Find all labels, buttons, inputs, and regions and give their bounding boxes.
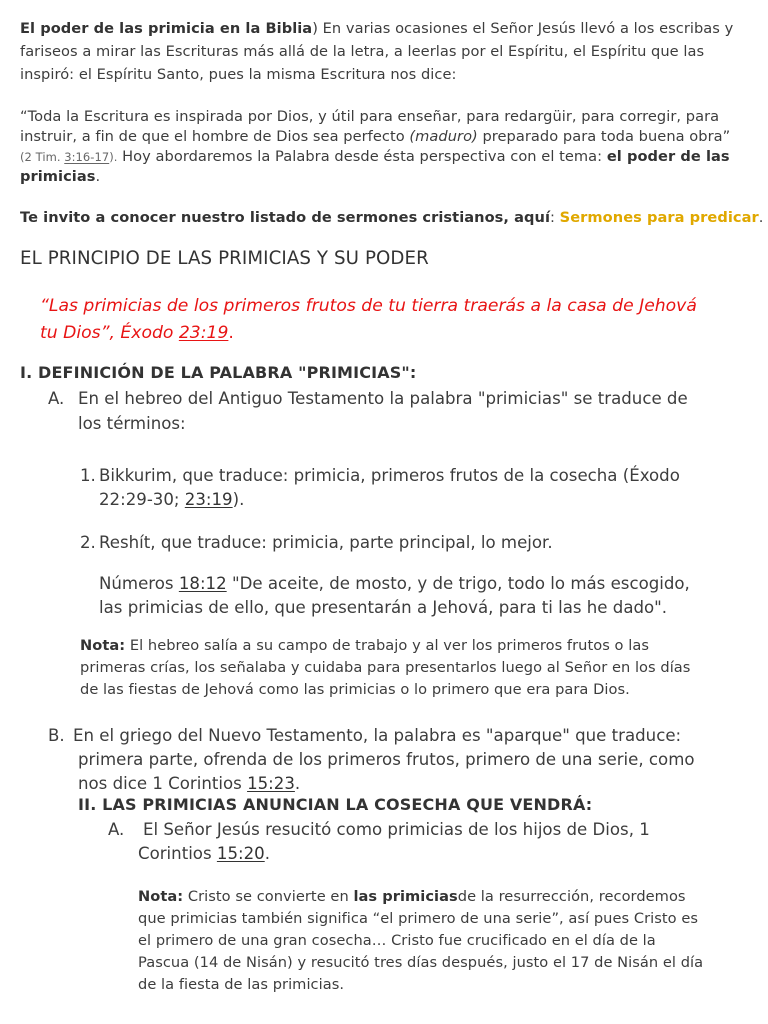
item-b-line-2: primera parte, ofrenda de los primeros frutos, primero de una serie, como bbox=[78, 750, 695, 769]
item-1-line-2 bbox=[99, 487, 244, 512]
topic-bold: El poder de las primicia en la Biblia bbox=[20, 20, 313, 37]
nota-2-label: Nota: bbox=[138, 888, 184, 905]
numeros-label: Números bbox=[99, 574, 179, 593]
period: . bbox=[95, 168, 101, 185]
item-b-line-3 bbox=[78, 771, 300, 796]
nota-text: El hebreo salía a su campo de trabajo y al ver los primeros frutos o las bbox=[125, 637, 649, 654]
quote-line-4 bbox=[20, 165, 100, 188]
nota-2-line-2: que primicias también significa “el primero de una serie”, así pues Cristo es bbox=[138, 910, 699, 927]
nota-1-line-3: de las fiestas de Jehová como las primicias o lo primero que era para Dios. bbox=[80, 681, 630, 698]
invite-text: Te invito a conocer nuestro listado de sermones cristianos, aquí bbox=[20, 209, 551, 226]
corintios-1520-link[interactable]: 15:20 bbox=[216, 844, 265, 863]
verse-line-1: “Las primicias de los primeros frutos de tu tierra traerás a la casa de Jehová bbox=[40, 296, 697, 316]
nota-2-text-end: de la resurrección, recordemos bbox=[457, 888, 686, 905]
item-1-end: ). bbox=[232, 490, 245, 509]
item-a-line-2: los términos: bbox=[78, 414, 186, 433]
ref-open: (2 Tim. bbox=[20, 150, 65, 164]
sec2-a-marker: A. bbox=[108, 820, 125, 839]
nota-2-line-5: de la fiesta de las primicias. bbox=[138, 976, 345, 993]
item-a-line-1: En el hebreo del Antiguo Testamento la palabra "primicias" se traduce de bbox=[78, 389, 688, 408]
intro-text: ) En varias ocasiones el Señor Jesús llevó a los escribas y bbox=[312, 20, 734, 37]
verse-line-2 bbox=[40, 319, 234, 347]
sermones-link[interactable]: Sermones para predicar bbox=[559, 209, 759, 226]
nota-2-bold: las primicias bbox=[353, 888, 458, 905]
item-2-marker: 2. bbox=[80, 533, 96, 552]
item-b-line-1: En el griego del Nuevo Testamento, la palabra es "aparque" que traduce: bbox=[73, 726, 682, 745]
numeros-text: "De aceite, de mosto, y de trigo, todo lo más escogido, bbox=[226, 574, 690, 593]
verse-ref-link[interactable]: 23:19 bbox=[178, 323, 229, 343]
theme-text: Hoy abordaremos la Palabra desde ésta perspectiva con el tema: bbox=[117, 148, 607, 165]
nota-label: Nota: bbox=[80, 637, 126, 654]
nota-2-line-3: el primero de una gran cosecha… Cristo fue crucificado en el día de la bbox=[138, 932, 656, 949]
invite-end: . bbox=[758, 209, 764, 226]
item-1-marker: 1. bbox=[80, 466, 96, 485]
nota-2-line-1 bbox=[138, 885, 686, 908]
section-title: EL PRINCIPIO DE LAS PRIMICIAS Y SU PODER bbox=[20, 248, 429, 269]
item-b-marker: B. bbox=[48, 726, 65, 745]
item-1-text: 22:29-30; bbox=[99, 490, 185, 509]
sec2-a-line-1: El Señor Jesús resucitó como primicias de los hijos de Dios, 1 bbox=[143, 820, 650, 839]
numeros-line-2: las primicias de ello, que presentarán a Jehová, para ti las he dado". bbox=[99, 598, 668, 617]
nota-2-line-4: Pascua (14 de Nisán) y resucitó tres días después, justo el 17 de Nisán el día bbox=[138, 954, 704, 971]
exodo-ref-link[interactable]: 23:19 bbox=[184, 490, 233, 509]
nota-1-line-2: primeras crías, los señalaba y cuidaba para presentarlos luego al Señor en los días bbox=[80, 659, 691, 676]
nota-2-text: Cristo se convierte en bbox=[183, 888, 354, 905]
ref-close: ). bbox=[109, 150, 118, 164]
corintios-ref-link[interactable]: 15:23 bbox=[247, 774, 295, 793]
intro-line-2: fariseos a mirar las Escrituras más allá de la letra, a leerlas por el Espíritu, el Espíritu que las bbox=[20, 43, 705, 60]
numeros-ref-link[interactable]: 18:12 bbox=[178, 574, 227, 593]
item-b-end: . bbox=[294, 774, 301, 793]
quote-text: instruir, a fin de que el hombre de Dios sea perfecto bbox=[20, 128, 410, 145]
section-2-title: II. LAS PRIMICIAS ANUNCIAN LA COSECHA QUE VENDRÁ: bbox=[78, 795, 593, 814]
quote-line-1: “Toda la Escritura es inspirada por Dios, y útil para enseñar, para redargüir, para corregir, para bbox=[20, 108, 720, 125]
invite-colon: : bbox=[550, 209, 560, 226]
definition-title: I. DEFINICIÓN DE LA PALABRA "PRIMICIAS": bbox=[20, 363, 417, 382]
sec2-a-text: Corintios bbox=[138, 844, 217, 863]
item-2-text: Reshít, que traduce: primicia, parte principal, lo mejor. bbox=[99, 533, 553, 552]
theme-bold: el poder de las bbox=[606, 148, 730, 165]
quote-text-end: preparado para toda buena obra” bbox=[477, 128, 731, 145]
quote-italic: (maduro) bbox=[409, 128, 478, 145]
invite-line bbox=[20, 206, 763, 229]
nota-1-line-1 bbox=[80, 634, 649, 657]
theme-bold-end: primicias bbox=[20, 168, 96, 185]
item-b-text: nos dice 1 Corintios bbox=[78, 774, 248, 793]
item-1-line-1: Bikkurim, que traduce: primicia, primeros frutos de la cosecha (Éxodo bbox=[99, 466, 680, 485]
verse-end: . bbox=[228, 323, 234, 343]
intro-line-1 bbox=[20, 17, 733, 40]
numeros-line-1 bbox=[99, 571, 690, 596]
ref-link-2tim[interactable]: 3:16-17 bbox=[64, 150, 110, 164]
intro-line-3: inspiró: el Espíritu Santo, pues la misma Escritura nos dice: bbox=[20, 66, 457, 83]
quote-line-3 bbox=[20, 145, 730, 169]
verse-text: tu Dios”, Éxodo bbox=[40, 323, 179, 343]
sec2-a-end: . bbox=[264, 844, 270, 863]
item-a-marker: A. bbox=[48, 389, 65, 408]
sec2-a-line-2 bbox=[138, 841, 270, 866]
